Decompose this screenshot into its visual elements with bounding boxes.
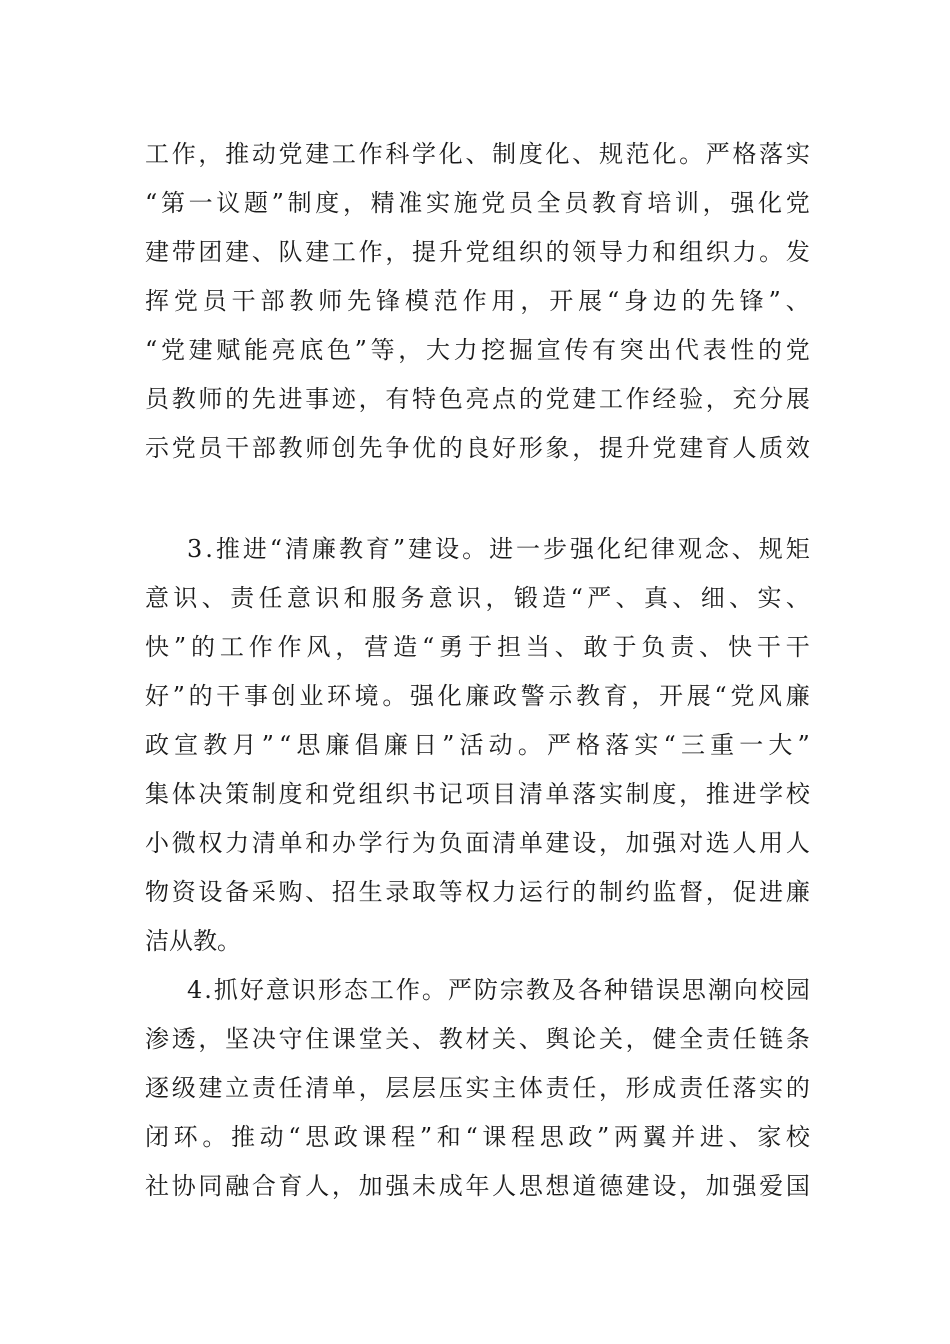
paragraph-2-line-3: 快 ” 的 工 作 作 风 ， 营 造 “ 勇 于 担 当 、 敢 于 负 责 、 快 干 干 (145, 633, 810, 661)
paragraph-3-line-1: 4 . 抓 好 意 识 形 态 工 作 。 严 防 宗 教 及 各 种 错 误 思 潮 向 校 园 (187, 976, 810, 1004)
paragraph-2-line-1: 3 . 推 进 “ 清 廉 教 育 ” 建 设 。 进 一 步 强 化 纪 律 观 念 、 规 矩 (187, 535, 810, 563)
paragraph-3-line-3: 逐 级 建 立 责 任 清 单 ， 层 层 压 实 主 体 责 任 ， 形 成 责 任 落 实 的 (145, 1074, 810, 1102)
paragraph-2-line-7: 小 微 权 力 清 单 和 办 学 行 为 负 面 清 单 建 设 ， 加 强 对 选 人 用 人 (145, 829, 810, 857)
paragraph-1-line-5: “ 党 建 赋 能 亮 底 色 ” 等 ， 大 力 挖 掘 宣 传 有 突 出 代 表 性 的 党 (145, 336, 810, 364)
paragraph-1-line-2: “ 第 一 议 题 ” 制 度 ， 精 准 实 施 党 员 全 员 教 育 培 训 ， 强 化 党 (145, 189, 810, 217)
paragraph-1-line-6: 员 教 师 的 先 进 事 迹 ， 有 特 色 亮 点 的 党 建 工 作 经 验 ， 充 分 展 (145, 385, 810, 413)
paragraph-2-line-6: 集 体 决 策 制 度 和 党 组 织 书 记 项 目 清 单 落 实 制 度 ， 推 进 学 校 (145, 780, 810, 808)
paragraph-1-line-4: 挥 党 员 干 部 教 师 先 锋 模 范 作 用 ， 开 展 “ 身 边 的 先 锋 ” 、 (145, 287, 810, 315)
paragraph-3-line-5: 社 协 同 融 合 育 人 ， 加 强 未 成 年 人 思 想 道 德 建 设 ， 加 强 爱 国 (145, 1172, 810, 1200)
paragraph-2-line-5: 政 宣 教 月 ” “ 思 廉 倡 廉 日 ” 活 动 。 严 格 落 实 “ 三 重 一 大 ” (145, 731, 810, 759)
paragraph-1-line-1: 工 作 ， 推 动 党 建 工 作 科 学 化 、 制 度 化 、 规 范 化 。 严 格 落 实 (145, 140, 810, 168)
paragraph-2-line-8: 物 资 设 备 采 购 、 招 生 录 取 等 权 力 运 行 的 制 约 监 督 ， 促 进 廉 (145, 878, 810, 906)
paragraph-2-line-4: 好 ” 的 干 事 创 业 环 境 。 强 化 廉 政 警 示 教 育 ， 开 展 “ 党 风 廉 (145, 682, 810, 710)
paragraph-1-line-3: 建 带 团 建 、 队 建 工 作 ， 提 升 党 组 织 的 领 导 力 和 组 织 力 。 发 (145, 238, 810, 266)
paragraph-2-line-9: 洁从教。 (145, 927, 241, 955)
paragraph-1-line-7: 示 党 员 干 部 教 师 创 先 争 优 的 良 好 形 象 ， 提 升 党 建 育 人 质 效 (145, 434, 810, 462)
paragraph-3-line-4: 闭 环 。 推 动 “ 思 政 课 程 ” 和 “ 课 程 思 政 ” 两 翼 并 进 、 家 校 (145, 1123, 810, 1151)
paragraph-2-line-2: 意 识 、 责 任 意 识 和 服 务 意 识 ， 锻 造 “ 严 、 真 、 细 、 实 、 (145, 584, 810, 612)
paragraph-3-line-2: 渗 透 ， 坚 决 守 住 课 堂 关 、 教 材 关 、 舆 论 关 ， 健 全 责 任 链 条 (145, 1025, 810, 1053)
